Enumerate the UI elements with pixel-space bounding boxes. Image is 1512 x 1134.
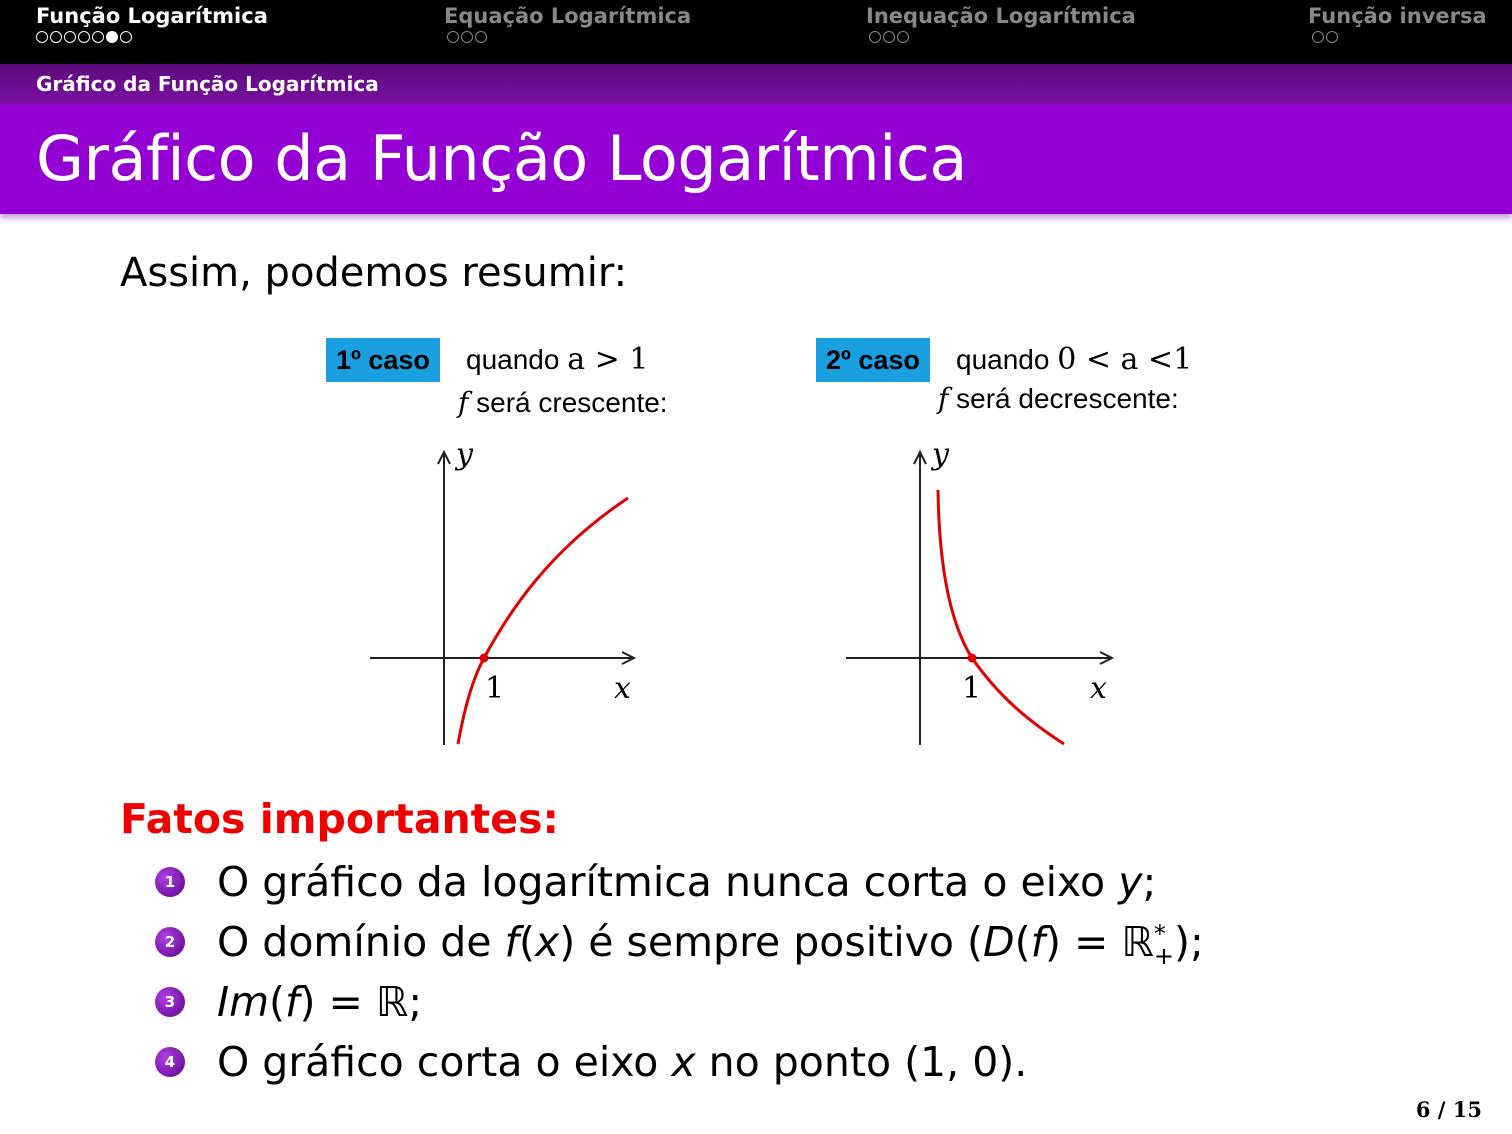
case2-condition	[956, 342, 1192, 377]
text-part: O domínio de	[217, 917, 505, 966]
point-1-0	[968, 654, 977, 663]
frame-dot[interactable]	[50, 31, 62, 43]
nav-frame-dots	[36, 31, 132, 43]
nav-section-label: Inequação Logarítmica	[866, 4, 1136, 28]
frame-dot[interactable]	[883, 31, 895, 43]
log-graphs-figure	[320, 330, 1240, 760]
point-1-0	[480, 654, 489, 663]
math-var: D	[983, 917, 1015, 966]
math-var: x	[671, 1038, 696, 1086]
text-part: (	[1014, 917, 1031, 966]
fact-item-4	[155, 1034, 1027, 1090]
subscript: +	[1153, 941, 1175, 970]
facts-title: Fatos importantes:	[120, 795, 559, 843]
text-part: );	[1174, 917, 1204, 966]
case1-condition	[466, 342, 648, 377]
frame-dot[interactable]	[1312, 31, 1324, 43]
y-axis-label: y	[932, 440, 949, 472]
nav-section-equacao-logaritmica[interactable]	[444, 4, 691, 28]
case1-desc: será crescente:	[476, 387, 668, 418]
x-axis-label: x	[1090, 671, 1107, 706]
nav-section-label: Função inversa	[1308, 4, 1487, 28]
frame-dot[interactable]	[36, 31, 48, 43]
nav-frame-dots	[869, 31, 909, 43]
math-var: f	[504, 917, 519, 966]
frame-dot[interactable]	[64, 31, 76, 43]
math-var: y	[1118, 858, 1143, 906]
text-part: (	[269, 978, 286, 1026]
case1-f: f	[458, 386, 469, 419]
case1-badge: 1º caso	[326, 338, 440, 382]
subsection-title[interactable]: Gráfico da Função Logarítmica	[36, 72, 379, 96]
nav-section-label: Função Logarítmica	[36, 4, 268, 28]
text-part: no ponto (1, 0).	[695, 1038, 1028, 1086]
fact-number: 1	[155, 867, 185, 897]
case2-badge: 2º caso	[816, 338, 930, 382]
one-label: 1	[485, 671, 505, 706]
nav-frame-dots	[447, 31, 487, 43]
case2-desc: será decrescente:	[956, 383, 1179, 414]
case2-f: f	[938, 382, 949, 415]
text-part: ;	[1142, 858, 1157, 906]
subsection-bar	[0, 64, 1512, 104]
case2-when: quando	[956, 344, 1050, 375]
frame-dot[interactable]	[78, 31, 90, 43]
fact-item-2	[155, 914, 1204, 970]
nav-section-funcao-inversa[interactable]	[1308, 4, 1487, 28]
case1-description	[458, 386, 668, 419]
fact-item-1	[155, 854, 1156, 910]
fact-text	[217, 1038, 1027, 1086]
x-axis-label: x	[614, 671, 631, 706]
text-part: O gráfico da logarítmica nunca corta o eixo	[217, 858, 1119, 906]
fact-number: 4	[155, 1047, 185, 1077]
sup-sub	[1153, 919, 1175, 970]
decreasing-log-curve	[938, 490, 1064, 744]
math-var: Im	[217, 978, 270, 1026]
case2-description	[938, 382, 1179, 415]
nav-section-inequacao-logaritmica[interactable]	[866, 4, 1136, 28]
fact-item-3	[155, 974, 422, 1030]
frame-dot[interactable]	[1326, 31, 1338, 43]
text-part: ) é sempre positivo (	[559, 917, 983, 966]
page-number: 6 / 15	[1415, 1097, 1482, 1122]
y-axis-label: y	[456, 440, 473, 472]
increasing-log-curve	[458, 498, 628, 744]
frame-dot[interactable]	[475, 31, 487, 43]
graph-decreasing	[840, 440, 1130, 750]
case1-inequality: a > 1	[567, 342, 649, 377]
frame-dot[interactable]	[897, 31, 909, 43]
text-part: ) = ℝ	[1045, 917, 1154, 966]
fact-number: 3	[155, 987, 185, 1017]
fact-text	[217, 978, 422, 1026]
math-var: f	[285, 978, 300, 1026]
math-var: f	[1030, 917, 1046, 966]
frame-title-bar	[0, 104, 1512, 214]
fact-text	[217, 858, 1156, 906]
nav-frame-dots	[1312, 31, 1338, 43]
case2-inequality: 0 < a <1	[1057, 342, 1193, 377]
nav-section-funcao-logaritmica[interactable]	[36, 4, 268, 28]
fact-text	[217, 917, 1204, 970]
frame-dot[interactable]	[869, 31, 881, 43]
frame-dot[interactable]	[461, 31, 473, 43]
frame-dot[interactable]	[92, 31, 104, 43]
graph-increasing	[360, 440, 650, 750]
frame-title: Gráfico da Função Logarítmica	[36, 122, 967, 195]
text-part: (	[518, 917, 535, 966]
navigation-bar	[0, 0, 1512, 64]
case1-when: quando	[466, 344, 560, 375]
frame-dot[interactable]	[447, 31, 459, 43]
nav-section-label: Equação Logarítmica	[444, 4, 692, 28]
text-part: O gráfico corta o eixo	[217, 1038, 672, 1086]
math-var: x	[534, 917, 560, 966]
frame-dot-current[interactable]	[106, 31, 118, 43]
fact-number: 2	[155, 927, 185, 957]
one-label: 1	[962, 671, 982, 706]
frame-dot[interactable]	[120, 31, 132, 43]
intro-text: Assim, podemos resumir:	[120, 250, 628, 296]
text-part: ) = ℝ;	[299, 978, 423, 1026]
superscript: *	[1153, 919, 1166, 948]
